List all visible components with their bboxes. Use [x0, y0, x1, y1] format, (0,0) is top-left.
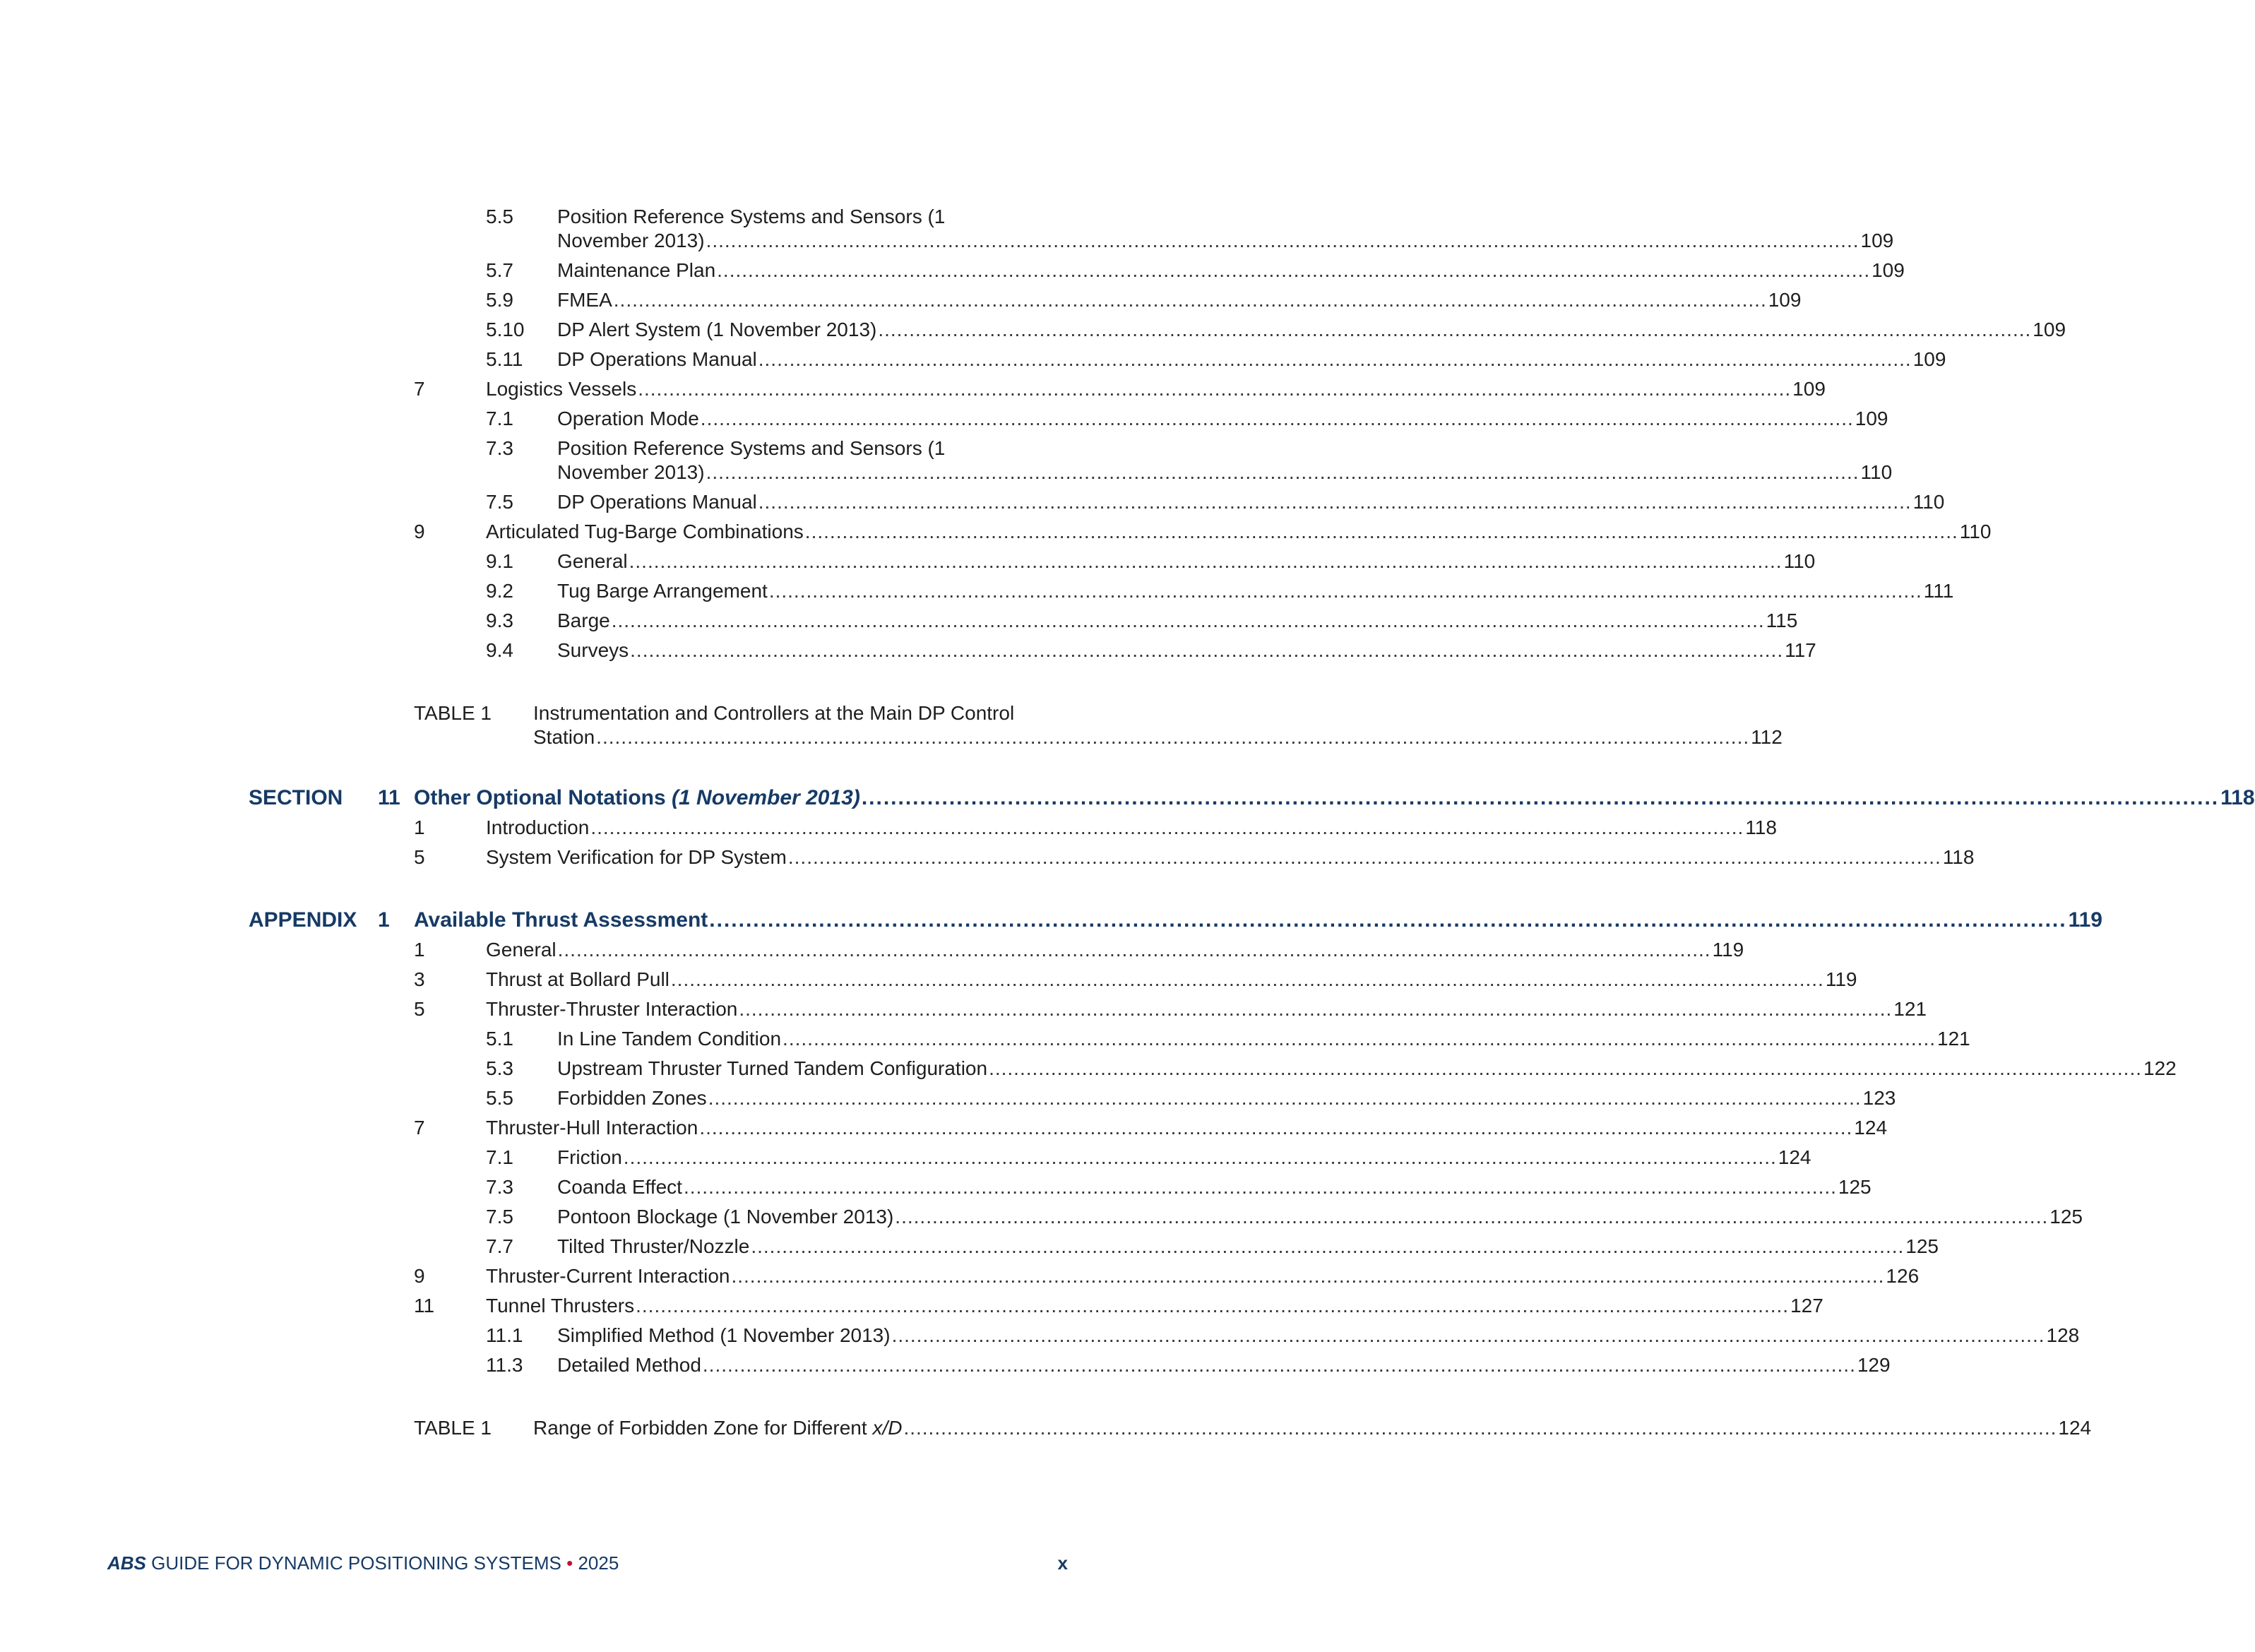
toc-entry-page: 125	[1838, 1176, 1872, 1198]
toc-entry-page: 109	[1872, 259, 1905, 281]
toc-entry-number: 5	[414, 846, 425, 868]
toc-entry-number: 9	[414, 1265, 425, 1287]
dot-leader: ..........................................................................................................................................................................................	[758, 348, 1912, 370]
toc-entry-page: 127	[1790, 1295, 1823, 1317]
toc-entry-page: 128	[2046, 1324, 2080, 1346]
dot-leader: ..........................................................................................................................................................................................	[706, 230, 1860, 251]
toc-entry-title: Station	[533, 726, 595, 748]
toc-entry-number: 9	[414, 521, 425, 542]
toc-entry-page: 110	[1783, 550, 1816, 572]
dot-leader: ..........................................................................................................................................................................................	[670, 968, 1824, 990]
dot-leader: ..........................................................................................................................................................................................	[629, 550, 1783, 572]
toc-entry-title: November 2013)	[557, 461, 705, 483]
dot-leader: ..........................................................................................................................................................................................	[804, 521, 1958, 542]
toc-entry-page: 123	[1862, 1087, 1896, 1109]
toc-entry-page: 121	[1937, 1028, 1970, 1050]
dot-leader: ..........................................................................................................................................................................................	[903, 1417, 2057, 1439]
toc-entry-page: 109	[1768, 289, 1802, 311]
toc-entry-title: Surveys	[557, 639, 629, 661]
toc-entry-number: 9.1	[486, 550, 513, 572]
dot-leader: ..........................................................................................................................................................................................	[557, 939, 1711, 961]
toc-entry-page: 118	[2220, 786, 2255, 809]
toc-entry-number: 7.1	[486, 408, 513, 429]
toc-entry-number: 5.1	[486, 1028, 513, 1050]
appendix-label: APPENDIX	[249, 908, 357, 932]
toc-entry-page: 110	[1860, 461, 1893, 483]
toc-entry-number: 5.10	[486, 319, 525, 340]
footer-year: 2025	[578, 1552, 619, 1574]
dot-leader: ..........................................................................................................................................................................................	[739, 998, 1893, 1020]
dot-leader: ..........................................................................................................................................................................................	[861, 786, 2220, 809]
toc-entry-title: Tug Barge Arrangement	[557, 580, 768, 602]
toc-entry-number: 7.3	[486, 437, 513, 459]
section-label: SECTION	[249, 786, 343, 809]
dot-leader: ..........................................................................................................................................................................................	[700, 408, 1854, 429]
toc-entry-title: Friction	[557, 1146, 622, 1168]
toc-table-entry[interactable]	[414, 701, 1783, 749]
toc-entry-number: 7	[414, 1117, 425, 1139]
dot-leader: ..........................................................................................................................................................................................	[731, 1265, 1885, 1287]
toc-entry-page: 109	[1855, 408, 1888, 429]
toc-entry-title: Upstream Thruster Turned Tandem Configuration	[557, 1057, 988, 1079]
toc-entry-title: Operation Mode	[557, 408, 699, 429]
toc-entry-number: 7.1	[486, 1146, 513, 1168]
toc-entry-title: Thruster-Hull Interaction	[486, 1117, 698, 1139]
toc-entry-title: Pontoon Blockage (1 November 2013)	[557, 1206, 894, 1228]
toc-entry-title: General	[557, 550, 628, 572]
toc-entry-title: Thruster-Thruster Interaction	[486, 998, 738, 1020]
toc-entry-number: 1	[414, 816, 425, 838]
dot-leader: ..........................................................................................................................................................................................	[758, 491, 1912, 513]
toc-entry-title: Range of Forbidden Zone for Different x/D	[533, 1417, 903, 1439]
toc-entry-number: 5.11	[486, 348, 523, 370]
toc-entry-page: 109	[2033, 319, 2066, 340]
toc-entry-title-line1: Position Reference Systems and Sensors (1	[557, 437, 946, 459]
toc-entry-title: Coanda Effect	[557, 1176, 682, 1198]
toc-entry-page: 110	[1912, 491, 1945, 513]
footer-bullet: •	[566, 1552, 573, 1574]
appendix-title: Available Thrust Assessment	[414, 908, 708, 932]
toc-entry-page: 110	[1959, 521, 1992, 542]
toc-entry-title: DP Alert System (1 November 2013)	[557, 319, 877, 340]
toc-entry-page: 118	[1942, 846, 1975, 868]
toc-entry-page: 129	[1857, 1354, 1891, 1376]
toc-entry-number: 11	[414, 1295, 435, 1317]
dot-leader: ..........................................................................................................................................................................................	[623, 1146, 1777, 1168]
page-number: x	[1057, 1552, 1068, 1574]
toc-entry-page: 126	[1886, 1265, 1920, 1287]
dot-leader: ..........................................................................................................................................................................................	[989, 1057, 2143, 1079]
toc-entry-number: 5.5	[486, 206, 513, 227]
toc-entry-number: 11.1	[486, 1324, 523, 1346]
toc-entry-title: System Verification for DP System	[486, 846, 787, 868]
toc-entry-title: Articulated Tug-Barge Combinations	[486, 521, 804, 542]
dot-leader: ..........................................................................................................................................................................................	[895, 1206, 2049, 1228]
appendix-number: 1	[378, 908, 390, 932]
toc-entry-page: 125	[2049, 1206, 2083, 1228]
toc-entry-title: Simplified Method (1 November 2013)	[557, 1324, 891, 1346]
toc-entry-number: 11.3	[486, 1354, 523, 1376]
toc-entry-title: Logistics Vessels	[486, 378, 637, 400]
dot-leader: ..........................................................................................................................................................................................	[717, 259, 1871, 281]
toc-entry-title: Introduction	[486, 816, 590, 838]
toc-entry-page: 122	[2143, 1057, 2177, 1079]
toc-entry[interactable]	[486, 205, 1894, 253]
toc-entry-number: TABLE 1	[414, 1417, 492, 1439]
toc-entry-number: 7	[414, 378, 425, 400]
toc-entry-title-line1: Instrumentation and Controllers at the Main DP Control	[533, 702, 1015, 724]
toc-entry-title: Tunnel Thrusters	[486, 1295, 635, 1317]
toc-entry-title: In Line Tandem Condition	[557, 1028, 782, 1050]
section-number: 11	[378, 786, 400, 809]
toc-entry-page: 109	[1860, 230, 1894, 251]
toc-entry-page: 115	[1766, 610, 1798, 631]
toc-entry-number: 5.9	[486, 289, 513, 311]
toc-entry-title: DP Operations Manual	[557, 348, 757, 370]
toc-entry-number: 5.7	[486, 259, 513, 281]
dot-leader: ..........................................................................................................................................................................................	[709, 908, 2067, 932]
toc-entry-number: 9.2	[486, 580, 513, 602]
toc-entry-title: Tilted Thruster/Nozzle	[557, 1235, 750, 1257]
toc-entry-number: 7.5	[486, 1206, 513, 1228]
toc-entry-title: General	[486, 939, 557, 961]
toc-entry-title: Thruster-Current Interaction	[486, 1265, 730, 1287]
toc-entry-title: Forbidden Zones	[557, 1087, 707, 1109]
dot-leader: ..........................................................................................................................................................................................	[683, 1176, 1837, 1198]
toc-entry-number: TABLE 1	[414, 702, 492, 724]
dot-leader: ..........................................................................................................................................................................................	[699, 1117, 1853, 1139]
section-title: Other Optional Notations (1 November 2013)	[414, 786, 860, 809]
dot-leader: ..........................................................................................................................................................................................	[638, 378, 1792, 400]
toc-entry-number: 9.3	[486, 610, 513, 631]
footer-title: GUIDE FOR DYNAMIC POSITIONING SYSTEMS	[151, 1552, 561, 1574]
toc-entry-page: 109	[1792, 378, 1826, 400]
dot-leader: ..........................................................................................................................................................................................	[636, 1295, 1790, 1317]
toc-entry-number: 5.3	[486, 1057, 513, 1079]
dot-leader: ..........................................................................................................................................................................................	[613, 289, 1767, 311]
dot-leader: ..........................................................................................................................................................................................	[891, 1324, 2045, 1346]
dot-leader: ..........................................................................................................................................................................................	[751, 1235, 1905, 1257]
toc-entry-title: Maintenance Plan	[557, 259, 716, 281]
toc-entry-number: 7.3	[486, 1176, 513, 1198]
toc-entry-number: 5.5	[486, 1087, 513, 1109]
dot-leader: ..........................................................................................................................................................................................	[783, 1028, 1936, 1050]
page-footer	[107, 1552, 619, 1574]
toc-entry[interactable]	[486, 436, 1893, 485]
toc-entry-title: November 2013)	[557, 230, 705, 251]
dot-leader: ..........................................................................................................................................................................................	[702, 1354, 1856, 1376]
dot-leader: ..........................................................................................................................................................................................	[611, 610, 1765, 631]
toc-entry-title: Barge	[557, 610, 610, 631]
toc-entry-page: 121	[1893, 998, 1927, 1020]
toc-entry-number: 7.5	[486, 491, 513, 513]
toc-entry-number: 9.4	[486, 639, 513, 661]
toc-entry-page: 112	[1751, 726, 1783, 748]
toc-entry-page: 119	[2068, 908, 2102, 932]
toc-entry-page: 124	[2058, 1417, 2092, 1439]
toc-entry-title: FMEA	[557, 289, 612, 311]
toc-entry-number: 3	[414, 968, 425, 990]
toc-entry-page: 124	[1778, 1146, 1811, 1168]
toc-entry-page: 124	[1854, 1117, 1888, 1139]
toc-entry-title: DP Operations Manual	[557, 491, 757, 513]
toc-entry-number: 5	[414, 998, 425, 1020]
toc-entry-number: 7.7	[486, 1235, 513, 1257]
dot-leader: ..........................................................................................................................................................................................	[708, 1087, 1862, 1109]
dot-leader: ..........................................................................................................................................................................................	[768, 580, 1922, 602]
dot-leader: ..........................................................................................................................................................................................	[706, 461, 1860, 483]
toc-entry-page: 109	[1912, 348, 1946, 370]
dot-leader: ..........................................................................................................................................................................................	[787, 846, 1941, 868]
toc-entry-title-line1: Position Reference Systems and Sensors (1	[557, 206, 946, 227]
toc-entry-page: 118	[1745, 816, 1777, 838]
toc-entry-title: Detailed Method	[557, 1354, 701, 1376]
toc-entry-number: 1	[414, 939, 425, 961]
toc-entry-page: 111	[1923, 580, 1954, 602]
brand-logo: ABS	[107, 1552, 146, 1574]
toc-entry-page: 125	[1905, 1235, 1939, 1257]
dot-leader: ..........................................................................................................................................................................................	[596, 726, 1750, 748]
toc-entry-page: 117	[1785, 639, 1816, 661]
toc-entry-page: 119	[1825, 968, 1857, 990]
dot-leader: ..........................................................................................................................................................................................	[590, 816, 1744, 838]
toc-entry-title: Thrust at Bollard Pull	[486, 968, 670, 990]
dot-leader: ..........................................................................................................................................................................................	[878, 319, 2032, 340]
toc-entry-page: 119	[1712, 939, 1744, 961]
dot-leader: ..........................................................................................................................................................................................	[630, 639, 1784, 661]
